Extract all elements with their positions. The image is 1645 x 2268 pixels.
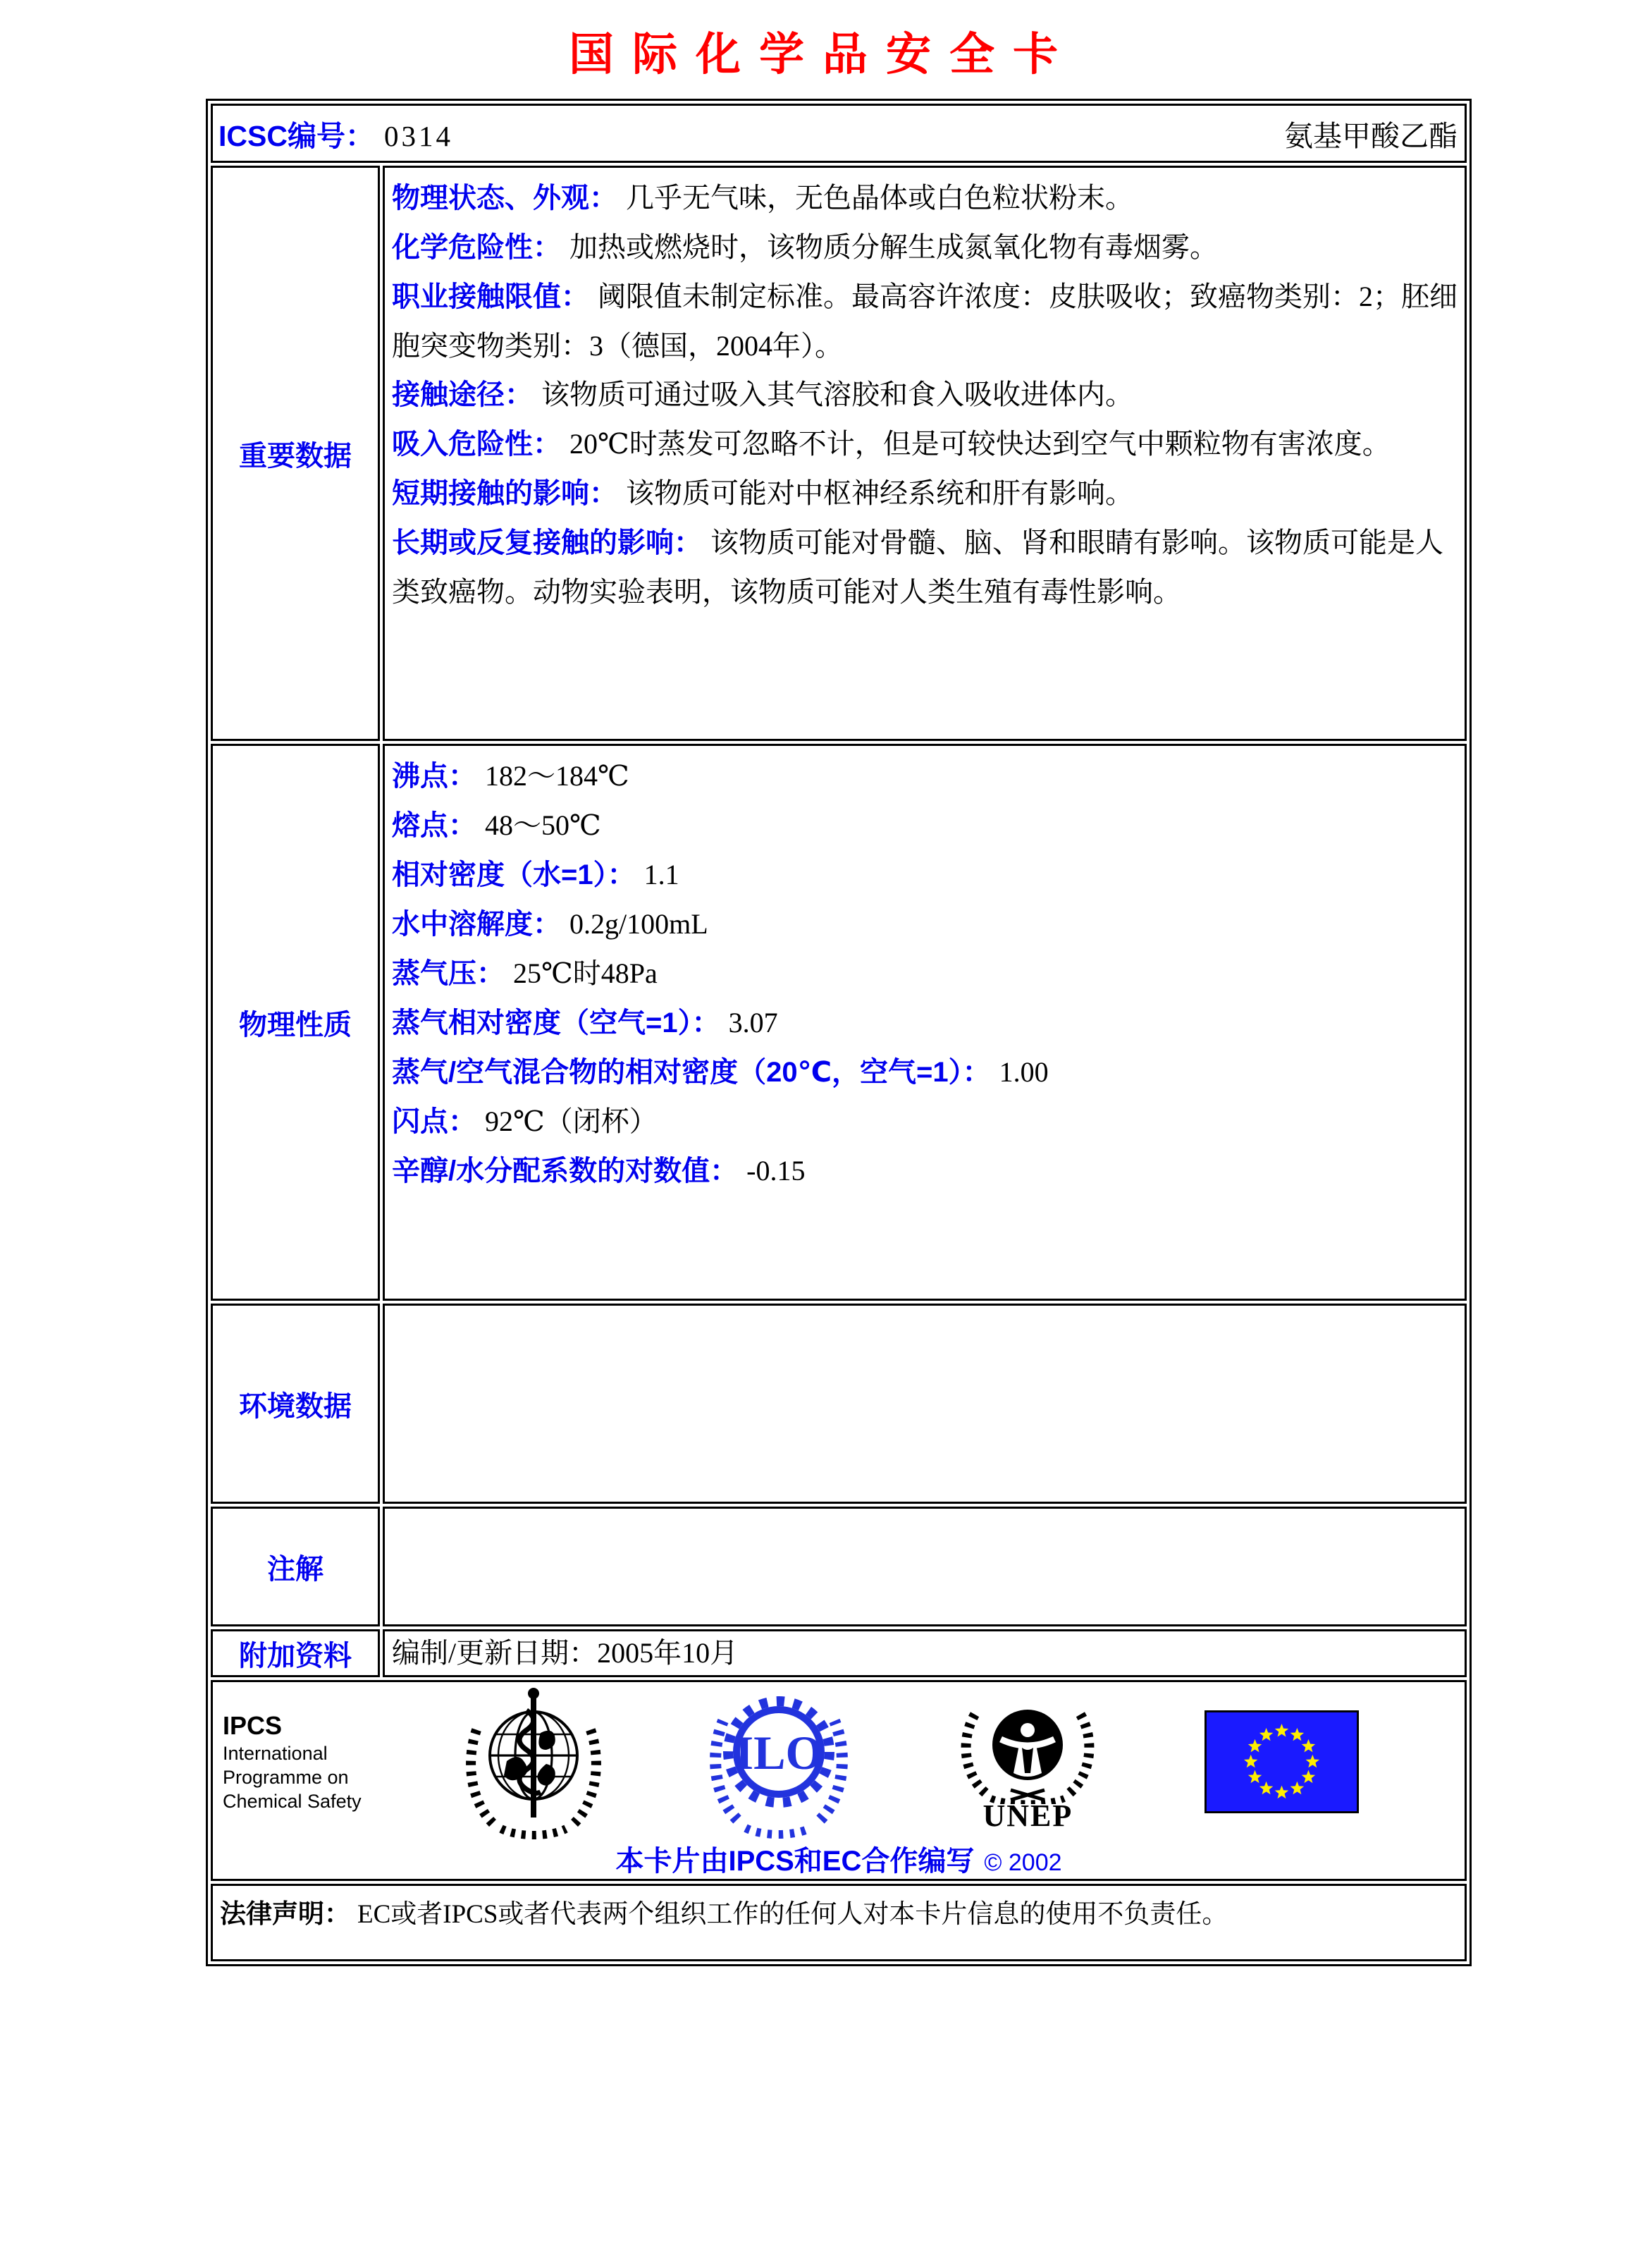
property-label: 相对密度（水=1）：	[392, 859, 636, 890]
property-line	[392, 1633, 1459, 1673]
physical-properties-content	[385, 746, 1465, 1201]
property-value: 阈限值未制定标准。最高容许浓度：皮肤吸收；致癌物类别：2；胚细胞突变物类别：3（德国，2004年）。	[392, 281, 1458, 362]
property-line	[392, 223, 1459, 272]
property-label: 蒸气/空气混合物的相对密度（20℃，空气=1）：	[392, 1057, 991, 1088]
header-row	[211, 104, 1467, 163]
property-line	[392, 518, 1459, 616]
property-label: 吸入危险性：	[392, 429, 561, 460]
eu-flag-icon	[1205, 1710, 1359, 1813]
icsc-number-value: 0314	[383, 119, 453, 152]
property-label: 蒸气相对密度（空气=1）：	[392, 1007, 720, 1038]
who-logo-icon	[459, 1682, 608, 1841]
section-label-important-data: 重要数据	[211, 166, 380, 741]
property-line	[392, 900, 1459, 949]
ipcs-subtitle-line: Programme on	[223, 1767, 349, 1788]
property-value: 1.1	[643, 859, 679, 890]
unep-logo-icon	[949, 1691, 1107, 1804]
property-value: 182～184℃	[485, 760, 629, 792]
property-line	[392, 1097, 1459, 1146]
additional-info-content	[385, 1633, 1465, 1673]
logos-row	[211, 1680, 1467, 1881]
property-value: 加热或燃烧时，该物质分解生成氮氧化物有毒烟雾。	[569, 231, 1218, 263]
property-line	[392, 801, 1459, 850]
unep-logo-text: UNEP	[982, 1798, 1073, 1833]
property-line	[392, 998, 1459, 1048]
important-data-row	[211, 166, 1467, 741]
property-value: 25℃时48Pa	[513, 957, 658, 989]
unep-logo-block	[949, 1691, 1107, 1832]
property-label: 辛醇/水分配系数的对数值：	[392, 1156, 739, 1187]
legal-row	[211, 1884, 1467, 1961]
property-label: 接触途径：	[392, 379, 533, 410]
property-label: 短期接触的影响：	[392, 478, 617, 509]
property-line	[392, 1048, 1459, 1097]
section-content-physical-properties	[383, 744, 1467, 1301]
icsc-number	[218, 113, 453, 154]
section-content-environmental-data	[383, 1304, 1467, 1504]
section-label-additional-info: 附加资料	[211, 1629, 380, 1677]
property-value: 1.00	[999, 1056, 1049, 1088]
property-label: 水中溶解度：	[392, 909, 561, 940]
property-line	[392, 949, 1459, 998]
property-value: 0.2g/100mL	[569, 908, 708, 940]
section-content-additional-info	[383, 1629, 1467, 1677]
property-label: 职业接触限值：	[392, 281, 589, 312]
legal-text: EC或者IPCS或者代表两个组织工作的任何人对本卡片信息的使用不负责任。	[357, 1900, 1228, 1929]
property-value: 3.07	[728, 1007, 778, 1038]
property-label: 化学危险性：	[392, 232, 561, 263]
property-label: 闪点：	[392, 1106, 476, 1137]
section-label-environmental-data: 环境数据	[211, 1304, 380, 1504]
legal-statement	[213, 1886, 1465, 1933]
property-label: 物理状态、外观：	[392, 183, 617, 214]
section-label-notes: 注解	[211, 1507, 380, 1626]
ipcs-title: IPCS	[223, 1711, 283, 1740]
important-data-content	[385, 168, 1465, 622]
additional-info-row	[211, 1629, 1467, 1677]
property-value: -0.15	[746, 1155, 806, 1187]
property-value: 该物质可能对骨髓、脑、肾和眼睛有影响。该物质可能是人类致癌物。动物实验表明，该物质可能对人类生殖有毒性影响。	[392, 527, 1443, 608]
copyright-text: © 2002	[984, 1849, 1062, 1876]
property-line	[392, 370, 1459, 419]
ilo-logo-text: ILO	[734, 1726, 823, 1779]
icsc-number-label: ICSC编号：	[218, 119, 374, 152]
property-line	[392, 850, 1459, 900]
property-value: 48～50℃	[485, 809, 601, 841]
property-label: 熔点：	[392, 810, 476, 841]
ilo-logo-icon	[706, 1684, 851, 1839]
property-value: 20℃时蒸发可忽略不计，但是可较快达到空气中颗粒物有害浓度。	[569, 428, 1391, 460]
header-inner	[213, 113, 1465, 154]
ipcs-block	[223, 1710, 362, 1813]
header-cell	[211, 104, 1467, 163]
credit-text: 本卡片由IPCS和EC合作编写	[615, 1846, 975, 1877]
ipcs-subtitle-line: International	[223, 1743, 328, 1764]
property-line	[392, 469, 1459, 518]
property-line	[392, 272, 1459, 370]
icsc-card-table	[206, 99, 1472, 1966]
notes-row	[211, 1507, 1467, 1626]
property-line	[392, 1146, 1459, 1196]
property-label: 长期或反复接触的影响：	[392, 527, 702, 558]
property-value: 该物质可通过吸入其气溶胶和食入吸收进体内。	[541, 379, 1133, 410]
property-label: 蒸气压：	[392, 958, 505, 989]
section-content-notes	[383, 1507, 1467, 1626]
ipcs-subtitle-line: Chemical Safety	[223, 1791, 362, 1812]
property-line	[392, 752, 1459, 801]
property-line	[392, 173, 1459, 223]
logos-cell	[211, 1680, 1467, 1881]
section-content-important-data	[383, 166, 1467, 741]
chemical-name: 氨基甲酸乙酯	[1284, 119, 1458, 152]
credit-line	[213, 1839, 1465, 1879]
physical-properties-row	[211, 744, 1467, 1301]
environmental-data-row	[211, 1304, 1467, 1504]
logos-strip	[213, 1682, 1465, 1837]
update-date-value: 2005年10月	[597, 1637, 739, 1669]
update-date-label: 编制/更新日期：	[392, 1637, 598, 1669]
legal-label: 法律声明：	[220, 1899, 350, 1928]
property-value: 该物质可能对中枢神经系统和肝有影响。	[626, 477, 1133, 509]
property-line	[392, 419, 1459, 469]
property-label: 沸点：	[392, 761, 476, 792]
legal-cell	[211, 1884, 1467, 1961]
icsc-document-page	[0, 18, 1645, 2268]
page-title: 国际化学品安全卡	[569, 30, 1076, 80]
section-label-physical-properties: 物理性质	[211, 744, 380, 1301]
property-value: 几乎无气味，无色晶体或白色粒状粉末。	[626, 182, 1133, 214]
property-value: 92℃（闭杯）	[485, 1105, 658, 1137]
